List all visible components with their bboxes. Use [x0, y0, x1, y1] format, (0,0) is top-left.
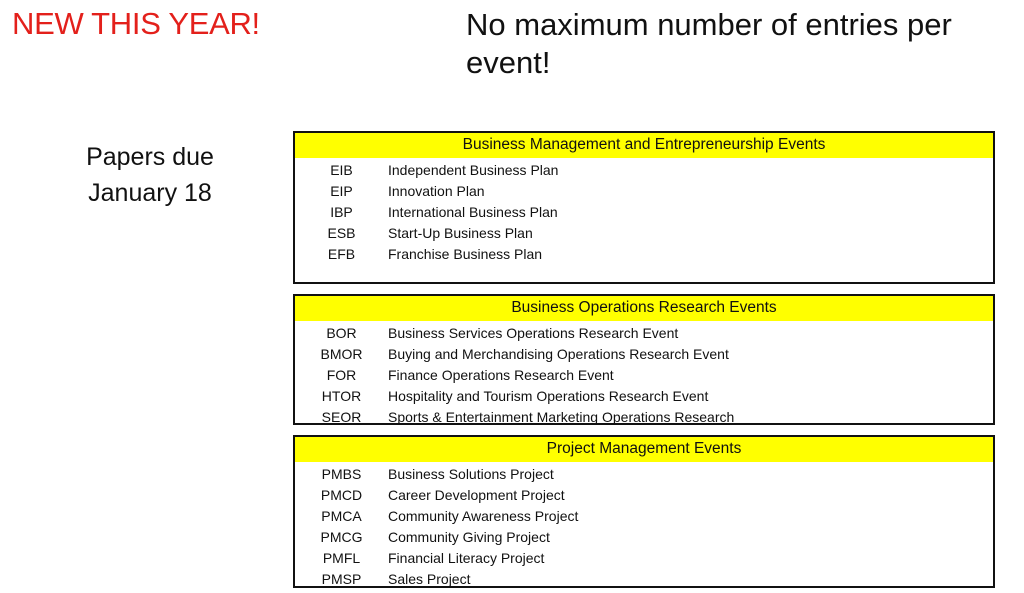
event-row [295, 223, 993, 244]
event-name: Hospitality and Tourism Operations Research Event [388, 388, 709, 404]
new-this-year-headline: NEW THIS YEAR! [12, 6, 260, 41]
event-row [295, 464, 993, 485]
event-box-title: Project Management Events [295, 437, 993, 462]
event-code: BOR [326, 325, 357, 341]
event-code: PMCG [320, 529, 363, 545]
event-name: Financial Literacy Project [388, 550, 545, 566]
event-name: Independent Business Plan [388, 162, 559, 178]
event-code: FOR [326, 367, 357, 383]
event-box-title: Business Operations Research Events [295, 296, 993, 321]
event-row [295, 181, 993, 202]
event-list [295, 462, 993, 590]
event-code: PMCA [321, 508, 362, 524]
event-name: Sports & Entertainment Marketing Operations Research [388, 409, 735, 425]
event-name: Community Giving Project [388, 529, 550, 545]
event-row [295, 244, 993, 265]
event-code: PMCD [320, 487, 363, 503]
event-code: PMFL [322, 550, 361, 566]
event-name: Career Development Project [388, 487, 565, 503]
event-code: EIP [330, 183, 353, 199]
event-row [295, 365, 993, 386]
event-code: EIB [330, 162, 353, 178]
event-row [295, 202, 993, 223]
event-name: International Business Plan [388, 204, 558, 220]
event-row [295, 344, 993, 365]
event-name: Sales Project [388, 571, 471, 587]
event-box-business-management [293, 131, 995, 284]
event-row [295, 323, 993, 344]
event-row [295, 506, 993, 527]
papers-due-line2: January 18 [88, 179, 212, 207]
event-row [295, 386, 993, 407]
event-row [295, 407, 993, 428]
event-code: PMBS [321, 466, 362, 482]
event-code: EFB [327, 246, 356, 262]
event-name: Buying and Merchandising Operations Research Event [388, 346, 729, 362]
event-code: SEOR [321, 409, 362, 425]
no-maximum-entries-headline: No maximum number of entries per event! [466, 7, 952, 80]
event-code: ESB [327, 225, 356, 241]
event-code: IBP [330, 204, 353, 220]
event-row [295, 527, 993, 548]
event-name: Franchise Business Plan [388, 246, 543, 262]
event-list [295, 321, 993, 428]
event-row [295, 485, 993, 506]
event-name: Start-Up Business Plan [388, 225, 533, 241]
event-name: Business Services Operations Research Event [388, 325, 679, 341]
event-row [295, 548, 993, 569]
papers-due-note [60, 139, 240, 211]
event-box-operations-research [293, 294, 995, 425]
event-box-project-management [293, 435, 995, 588]
event-row [295, 569, 993, 590]
event-list [295, 158, 993, 265]
event-row [295, 160, 993, 181]
event-name: Community Awareness Project [388, 508, 579, 524]
papers-due-line1: Papers due [86, 143, 214, 171]
event-code: PMSP [321, 571, 362, 587]
event-name: Finance Operations Research Event [388, 367, 614, 383]
event-name: Innovation Plan [388, 183, 485, 199]
event-code: HTOR [321, 388, 362, 404]
event-code: BMOR [320, 346, 363, 362]
event-box-title: Business Management and Entrepreneurship Events [295, 133, 993, 158]
event-name: Business Solutions Project [388, 466, 554, 482]
